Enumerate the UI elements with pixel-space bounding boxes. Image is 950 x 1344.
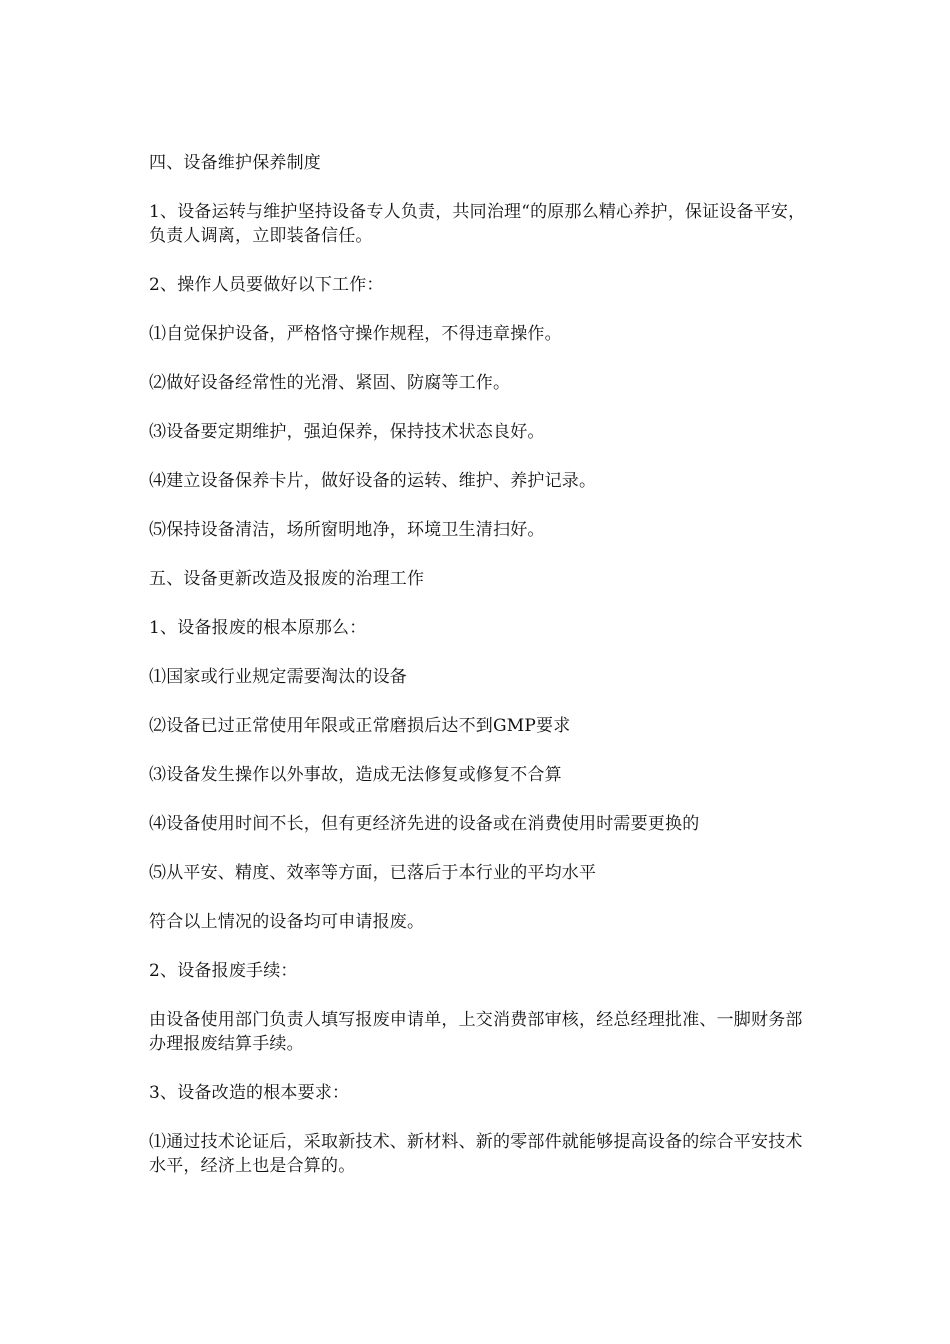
list-item: ⑵做好设备经常性的光滑、紧固、防腐等工作。 [149,373,511,393]
list-item: ⑴自觉保护设备，严格恪守操作规程，不得违章操作。 [149,324,562,344]
paragraph: 2、设备报废手续： [149,961,298,981]
list-item: ⑵设备已过正常使用年限或正常磨损后达不到GMP要求 [149,716,571,736]
list-item: ⑸从平安、精度、效率等方面，已落后于本行业的平均水平 [149,863,597,883]
paragraph: 2、操作人员要做好以下工作： [149,275,384,295]
list-item: ⑷设备使用时间不长，但有更经济先进的设备或在消费使用时需要更换的 [149,814,700,834]
paragraph: 1、设备报废的根本原那么： [149,618,367,638]
section-heading-maintenance: 四、设备维护保养制度 [149,153,321,173]
list-item: ⑸保持设备清洁，场所窗明地净，环境卫生清扫好。 [149,520,545,540]
paragraph: 符合以上情况的设备均可申请报废。 [149,912,425,932]
document-body [149,151,809,1203]
list-item: ⑶设备发生操作以外事故，造成无法修复或修复不合算 [149,765,562,785]
paragraph: 由设备使用部门负责人填写报废申请单，上交消费部审核，经总经理批准、一脚财务部办理报废结算手续。 [149,1010,803,1054]
list-item: ⑷建立设备保养卡片，做好设备的运转、维护、养护记录。 [149,471,597,491]
list-item: ⑶设备要定期维护，强迫保养，保持技术状态良好。 [149,422,545,442]
list-item: ⑴通过技术论证后，采取新技术、新材料、新的零部件就能够提高设备的综合平安技术水平，经济上也是合算的。 [149,1132,803,1176]
section-heading-renewal: 五、设备更新改造及报废的治理工作 [149,569,425,589]
paragraph: 1、设备运转与维护坚持设备专人负责，共同治理“的原那么精心养护，保证设备平安，负责人调离，立即装备信任。 [149,202,806,246]
list-item: ⑴国家或行业规定需要淘汰的设备 [149,667,407,687]
paragraph: 3、设备改造的根本要求： [149,1083,350,1103]
